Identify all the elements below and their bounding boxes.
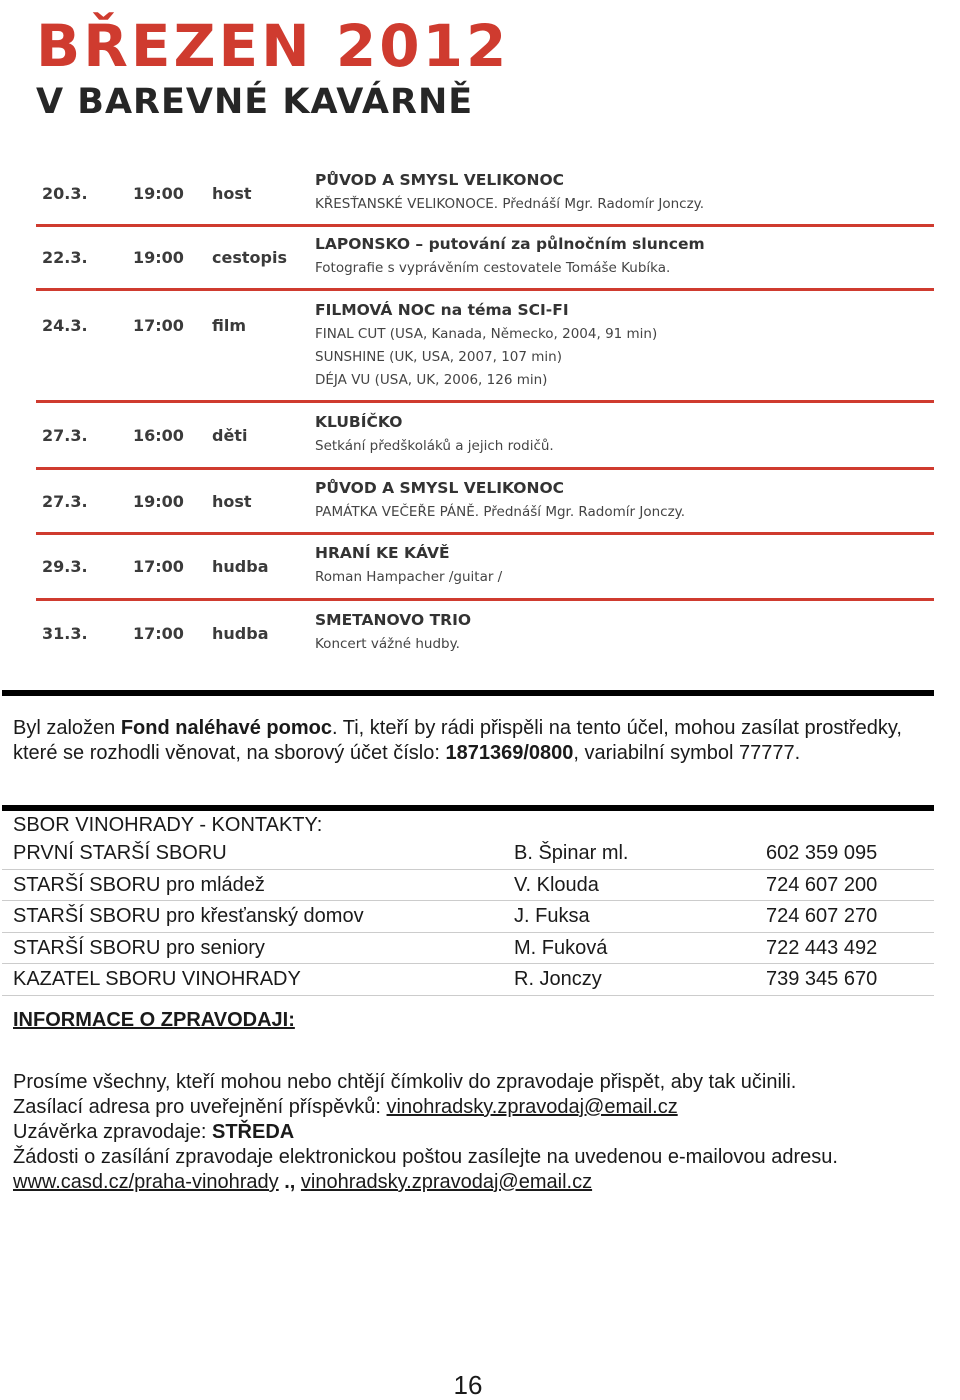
event-title: SMETANOVO TRIO — [315, 611, 472, 629]
event-description: SUNSHINE (UK, USA, 2007, 107 min) — [315, 349, 562, 365]
event-separator — [36, 224, 934, 227]
event-title: KLUBÍČKO — [315, 413, 403, 431]
event-category: hudba — [212, 624, 269, 643]
event-date: 29.3. — [42, 557, 88, 576]
event-list — [0, 0, 960, 665]
contacts-table — [2, 838, 934, 996]
event-title: LAPONSKO – putování za půlnočním sluncem — [315, 235, 705, 253]
event-time: 17:00 — [133, 557, 184, 576]
info-section — [13, 1070, 943, 1195]
contacts-title: SBOR VINOHRADY - KONTAKTY: — [13, 814, 323, 836]
contact-name: M. Fuková — [514, 936, 608, 959]
contact-name: R. Jonczy — [514, 968, 602, 990]
event-date: 27.3. — [42, 492, 88, 511]
contact-row — [2, 933, 934, 965]
event-date: 22.3. — [42, 248, 88, 267]
event-title: PŮVOD A SMYSL VELIKONOC — [315, 479, 564, 497]
event-date: 24.3. — [42, 316, 88, 335]
fund-text-after-account: , variabilní symbol — [573, 741, 739, 764]
address-label: Zasílací adresa pro uveřejnění příspěvků: — [13, 1096, 387, 1118]
event-description: DÉJA VU (USA, UK, 2006, 126 min) — [315, 372, 548, 388]
info-title: INFORMACE O ZPRAVODAJI: — [13, 1009, 295, 1031]
fund-text-prefix: Byl založen — [13, 717, 121, 739]
contact-name: B. Špinar ml. — [514, 842, 629, 864]
deadline-value: STŘEDA — [211, 1121, 295, 1143]
contact-phone: 722 443 492 — [766, 936, 878, 959]
contact-phone: 739 345 670 — [766, 968, 878, 990]
fund-text-end: . — [794, 741, 801, 764]
event-time: 19:00 — [133, 248, 184, 267]
contact-row — [2, 964, 934, 996]
event-details — [315, 298, 935, 392]
event-details — [315, 541, 935, 589]
event-details — [315, 168, 935, 216]
event-title: FILMOVÁ NOC na téma SCI-FI — [315, 301, 569, 319]
contact-role: PRVNÍ STARŠÍ SBORU — [13, 842, 227, 864]
event-time: 17:00 — [133, 316, 184, 335]
event-description: Roman Hampacher /guitar / — [315, 569, 503, 585]
contact-phone: 724 607 270 — [766, 905, 878, 927]
event-category: hudba — [212, 557, 269, 576]
contact-row — [2, 901, 934, 933]
link-separator: ., — [278, 1171, 301, 1193]
contact-role: KAZATEL SBORU VINOHRADY — [13, 968, 301, 990]
event-poster — [0, 0, 960, 665]
poster-title: BŘEZEN 2012 — [36, 12, 510, 80]
event-description: KŘESŤANSKÉ VELIKONOCE. Přednáší Mgr. Radomír Jonczy. — [315, 196, 705, 212]
contact-phone: 602 359 095 — [766, 842, 878, 864]
event-date: 27.3. — [42, 426, 88, 445]
event-separator — [36, 400, 934, 403]
event-category: host — [212, 184, 252, 203]
info-line-deadline — [13, 1120, 943, 1145]
event-category: děti — [212, 426, 248, 445]
section-divider — [2, 805, 934, 811]
email-link-secondary[interactable]: vinohradsky.zpravodaj@email.cz — [300, 1171, 593, 1193]
event-date: 20.3. — [42, 184, 88, 203]
section-divider — [2, 690, 934, 696]
poster-subtitle: V BAREVNÉ KAVÁRNĚ — [36, 82, 474, 122]
event-description: Fotografie s vyprávěním cestovatele Tomáše Kubíka. — [315, 260, 671, 276]
event-details — [315, 476, 935, 524]
deadline-label: Uzávěrka zpravodaje: — [13, 1121, 212, 1143]
event-separator — [36, 532, 934, 535]
event-separator — [36, 598, 934, 601]
event-separator — [36, 467, 934, 470]
contact-row — [2, 838, 934, 870]
fund-paragraph — [13, 716, 928, 765]
contact-row — [2, 870, 934, 902]
info-line-subscription: Žádosti o zasílání zpravodaje elektronickou poštou zasílejte na uvedenou e-mailovou adresu. — [13, 1146, 838, 1168]
contact-role: STARŠÍ SBORU pro seniory — [13, 936, 265, 959]
event-time: 19:00 — [133, 184, 184, 203]
event-time: 16:00 — [133, 426, 184, 445]
event-description: Koncert vážné hudby. — [315, 636, 460, 652]
event-time: 17:00 — [133, 624, 184, 643]
event-category: host — [212, 492, 252, 511]
fund-name: Fond naléhavé pomoc — [120, 717, 332, 739]
event-description: PAMÁTKA VEČEŘE PÁNĚ. Přednáší Mgr. Radomír Jonczy. — [315, 504, 686, 520]
event-category: cestopis — [212, 248, 287, 267]
bank-account-number: 1871369/0800 — [445, 741, 574, 764]
info-line-links — [13, 1170, 943, 1195]
info-line-address — [13, 1095, 943, 1120]
website-link[interactable]: www.casd.cz/praha-vinohrady — [13, 1171, 279, 1193]
contact-role: STARŠÍ SBORU pro křesťanský domov — [13, 905, 364, 927]
event-description: FINAL CUT (USA, Kanada, Německo, 2004, 91 min) — [315, 326, 658, 342]
contact-name: V. Klouda — [514, 873, 599, 896]
contact-phone: 724 607 200 — [766, 873, 878, 896]
event-description: Setkání předškoláků a jejich rodičů. — [315, 438, 554, 454]
contact-name: J. Fuksa — [514, 905, 590, 927]
event-details — [315, 608, 935, 656]
event-details — [315, 410, 935, 458]
email-link[interactable]: vinohradsky.zpravodaj@email.cz — [386, 1096, 678, 1118]
contact-role: STARŠÍ SBORU pro mládež — [13, 873, 265, 896]
event-time: 19:00 — [133, 492, 184, 511]
event-title: PŮVOD A SMYSL VELIKONOC — [315, 171, 564, 189]
event-title: HRANÍ KE KÁVĚ — [315, 544, 450, 562]
variable-symbol: 77777 — [739, 741, 795, 764]
event-details — [315, 232, 935, 280]
fund-text-middle: . Ti, kteří by rádi přispěli na tento účel, mohou zasílat prostředky, které se rozhodli věnovat, na sborový účet číslo: — [13, 717, 902, 764]
info-line-request: Prosíme všechny, kteří mohou nebo chtějí čímkoliv do zpravodaje přispět, aby tak učinili. — [13, 1071, 797, 1093]
event-date: 31.3. — [42, 624, 88, 643]
event-category: film — [212, 316, 247, 335]
event-separator — [36, 288, 934, 291]
page-number: 16 — [453, 1370, 483, 1400]
